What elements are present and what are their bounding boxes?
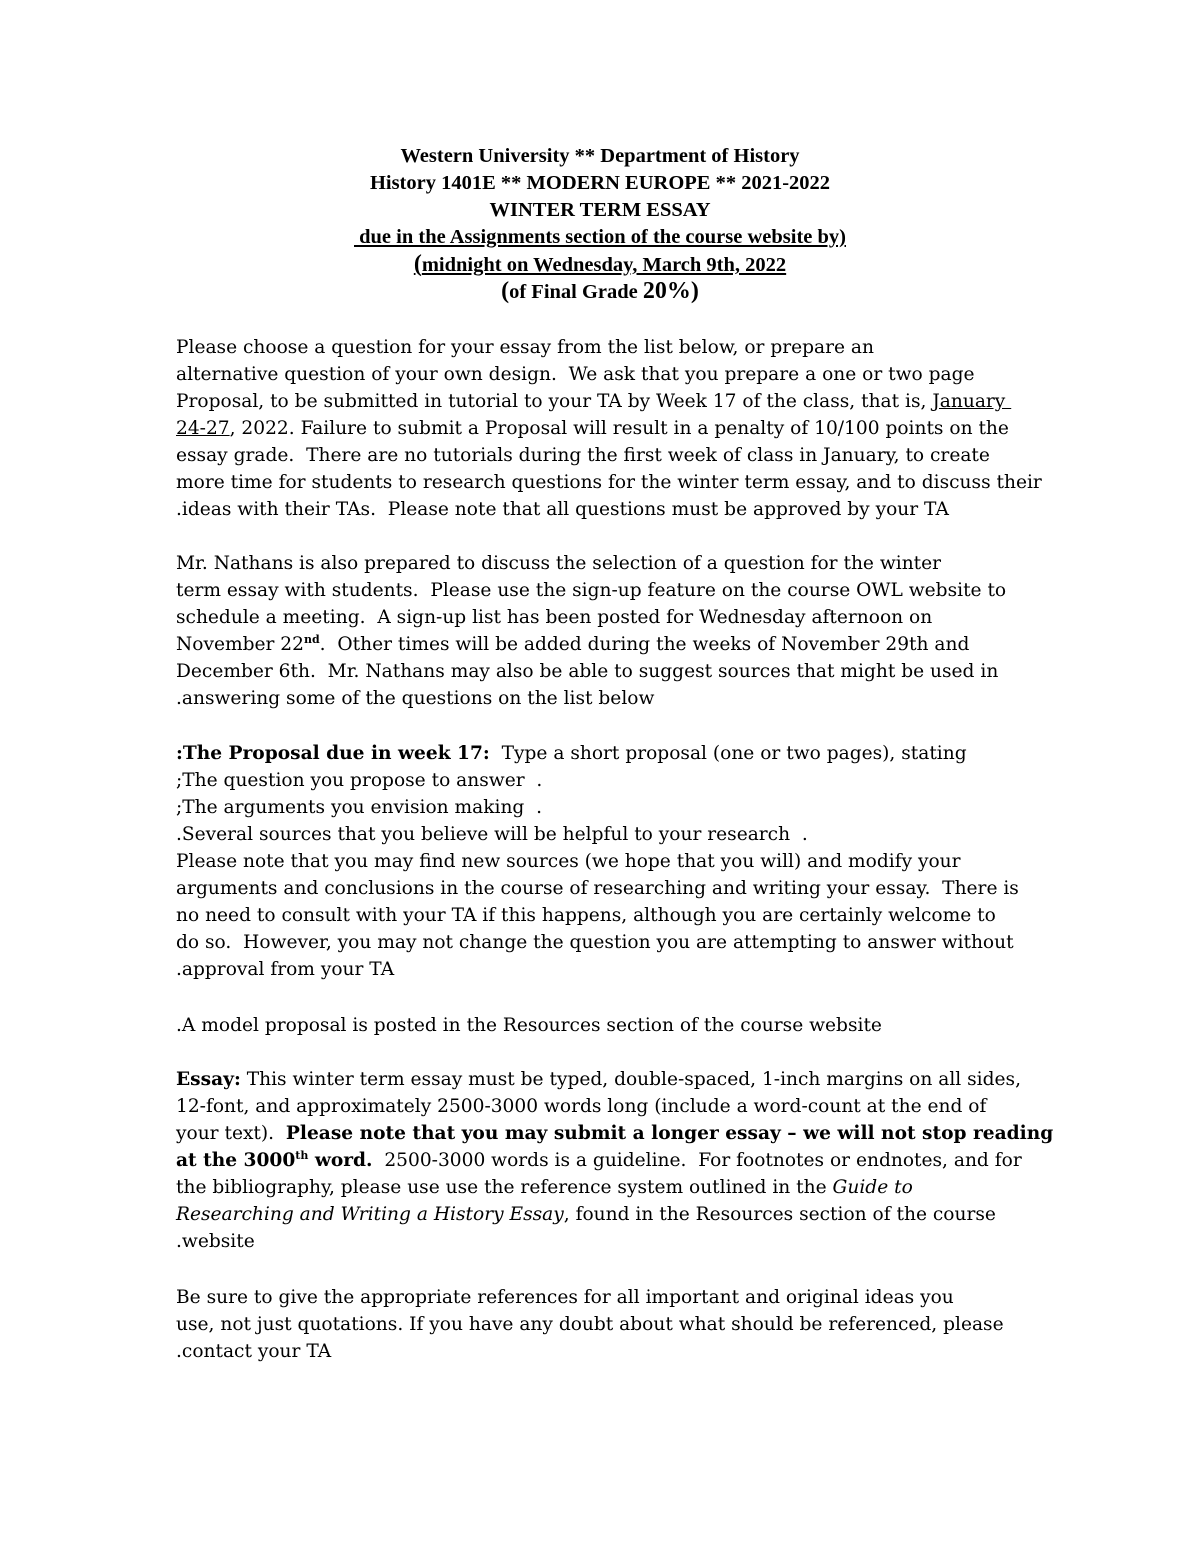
nathans-line: term essay with students. Please use the sign-up feature on the course OWL website to bbox=[176, 580, 1007, 601]
essay-line: .website bbox=[176, 1231, 255, 1252]
proposal-heading-line bbox=[176, 740, 1046, 767]
proposal-line: Please note that you may find new sources (we hope that you will) and modify your bbox=[176, 851, 961, 872]
essay-guide-title: Researching and Writing a History Essay bbox=[176, 1204, 564, 1225]
header-due-date-paren: ( bbox=[413, 251, 422, 277]
header-due-date-text: midnight on Wednesday, March 9th, 2022 bbox=[421, 254, 787, 276]
proposal-section bbox=[176, 740, 1046, 983]
proposal-bullet: ;The question you propose to answer . bbox=[176, 770, 543, 791]
essay-bold-note: at the 3000 bbox=[176, 1150, 296, 1171]
intro-line: .ideas with their TAs. Please note that all questions must be approved by your TA bbox=[176, 499, 949, 520]
header-grade-paren: ( bbox=[501, 278, 510, 304]
model-line: .A model proposal is posted in the Resources section of the course website bbox=[176, 1015, 882, 1036]
nathans-line bbox=[176, 631, 1046, 658]
essay-text: , found in the Resources section of the course bbox=[563, 1204, 996, 1225]
header-grade-percent: 20%) bbox=[642, 278, 699, 304]
intro-date-underlined: January bbox=[932, 391, 1012, 412]
proposal-bullet: .Several sources that you believe will be helpful to your research . bbox=[176, 824, 808, 845]
essay-line bbox=[176, 1147, 1046, 1174]
essay-paragraph bbox=[176, 1066, 1054, 1255]
intro-line: more time for students to research questions for the winter term essay, and to discuss their bbox=[176, 472, 1042, 493]
nathans-line: .answering some of the questions on the list below bbox=[176, 688, 655, 709]
essay-label: Essay: bbox=[176, 1069, 241, 1090]
essay-line: 12-font, and approximately 2500-3000 words long (include a word-count at the end of bbox=[176, 1096, 987, 1117]
intro-text: , 2022. Failure to submit a Proposal will result in a penalty of 10/100 points on the bbox=[229, 418, 1009, 439]
proposal-line: no need to consult with your TA if this happens, although you are certainly welcome to bbox=[176, 905, 996, 926]
essay-text: 2500-3000 words is a guideline. For footnotes or endnotes, and for bbox=[372, 1150, 1022, 1171]
header-grade-weight bbox=[0, 278, 1200, 305]
references-line: .contact your TA bbox=[176, 1341, 332, 1362]
nathans-superscript: nd bbox=[303, 633, 320, 646]
essay-line bbox=[176, 1120, 1054, 1147]
proposal-line: .approval from your TA bbox=[176, 959, 395, 980]
nathans-text: November 22 bbox=[176, 634, 304, 655]
nathans-text: . Other times will be added during the weeks of November 29th and bbox=[319, 634, 970, 655]
nathans-line: schedule a meeting. A sign-up list has been posted for Wednesday afternoon on bbox=[176, 607, 933, 628]
document-header bbox=[0, 143, 1200, 305]
intro-line bbox=[176, 415, 1046, 442]
intro-line bbox=[176, 388, 1046, 415]
essay-superscript: th bbox=[295, 1149, 309, 1162]
essay-bold-note: word. bbox=[308, 1150, 373, 1171]
intro-paragraph bbox=[176, 334, 1046, 523]
nathans-line: Mr. Nathans is also prepared to discuss the selection of a question for the winter bbox=[176, 553, 942, 574]
references-paragraph bbox=[176, 1284, 1046, 1365]
nathans-line: December 6th. Mr. Nathans may also be able to suggest sources that might be used in bbox=[176, 661, 999, 682]
essay-line bbox=[176, 1174, 1046, 1201]
proposal-line: arguments and conclusions in the course of researching and writing your essay. There is bbox=[176, 878, 1019, 899]
proposal-line: do so. However, you may not change the question you are attempting to answer without bbox=[176, 932, 1014, 953]
intro-line: alternative question of your own design. We ask that you prepare a one or two page bbox=[176, 364, 975, 385]
essay-line bbox=[176, 1066, 1046, 1093]
essay-guide-title: Guide to bbox=[832, 1177, 913, 1198]
proposal-heading-rest: Type a short proposal (one or two pages), stating bbox=[489, 743, 967, 764]
intro-text: Proposal, to be submitted in tutorial to your TA by Week 17 of the class, that is, bbox=[176, 391, 933, 412]
intro-line: Please choose a question for your essay from the list below, or prepare an bbox=[176, 337, 874, 358]
header-university: Western University ** Department of History bbox=[400, 145, 800, 167]
header-due-date bbox=[0, 251, 1200, 278]
model-proposal-paragraph bbox=[176, 1012, 1046, 1039]
references-line: Be sure to give the appropriate references for all important and original ideas you bbox=[176, 1287, 954, 1308]
header-due-location: due in the Assignments section of the course website by) bbox=[354, 226, 846, 248]
essay-text: the bibliography, please use use the reference system outlined in the bbox=[176, 1177, 833, 1198]
essay-line bbox=[176, 1201, 1046, 1228]
essay-text: your text). bbox=[176, 1123, 286, 1144]
nathans-paragraph bbox=[176, 550, 1046, 712]
header-course: History 1401E ** MODERN EUROPE ** 2021-2022 bbox=[369, 172, 831, 194]
proposal-heading: :The Proposal due in week 17: bbox=[176, 743, 490, 764]
essay-bold-note: Please note that you may submit a longer essay – we will not stop reading bbox=[285, 1123, 1054, 1144]
header-grade-text: of Final Grade bbox=[509, 281, 643, 303]
essay-text: This winter term essay must be typed, double-spaced, 1-inch margins on all sides, bbox=[240, 1069, 1021, 1090]
intro-date-underlined: 24-27 bbox=[176, 418, 230, 439]
references-line: use, not just quotations. If you have any doubt about what should be referenced, please bbox=[176, 1314, 1004, 1335]
proposal-bullet: ;The arguments you envision making . bbox=[176, 797, 543, 818]
header-essay-title: WINTER TERM ESSAY bbox=[489, 199, 711, 221]
intro-line: essay grade. There are no tutorials during the first week of class in January, to create bbox=[176, 445, 990, 466]
